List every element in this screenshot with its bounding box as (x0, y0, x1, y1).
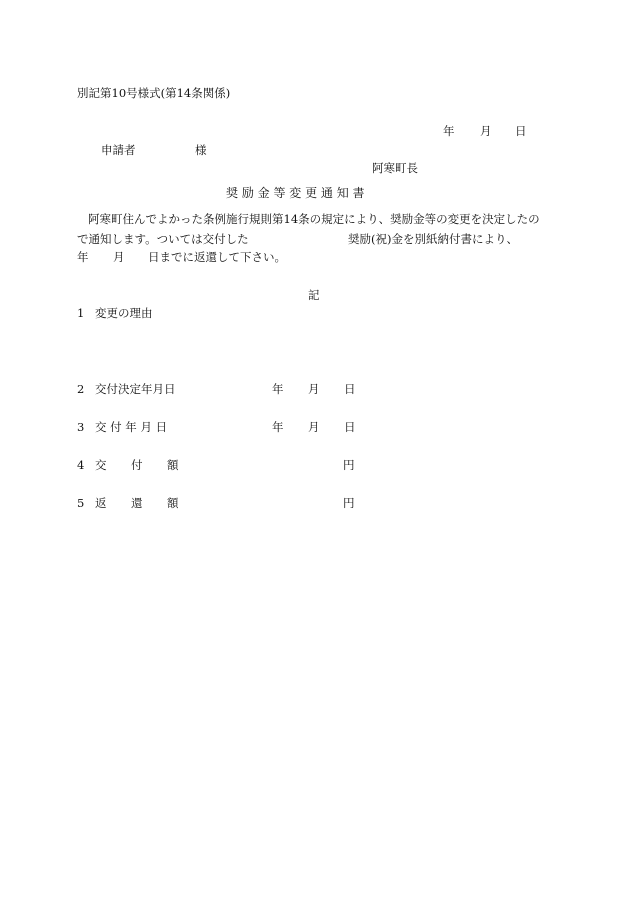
recipient-honorific: 様 (195, 143, 207, 157)
ki-heading: 記 (308, 288, 320, 302)
item-2-day: 日 (344, 382, 356, 396)
item-2-number: 2 (77, 382, 85, 396)
item-2-label: 交付決定年月日 (95, 382, 176, 396)
document-title: 奨 励 金 等 変 更 通 知 書 (226, 186, 365, 200)
issuer-name: 阿寒町長 (372, 161, 418, 175)
body-line-3-year: 年 (77, 250, 89, 264)
item-3-month: 月 (308, 420, 320, 434)
body-line-3-month: 月 (113, 250, 125, 264)
item-3-number: 3 (77, 420, 85, 434)
form-label: 別記第10号様式(第14条関係) (77, 86, 231, 100)
item-5-number: 5 (77, 496, 85, 510)
body-line-3-rest: 日までに返還して下さい。 (148, 250, 286, 264)
date-month: 月 (480, 124, 492, 138)
item-4-unit: 円 (343, 458, 355, 472)
item-5-label-a: 返 (95, 496, 107, 510)
recipient-label: 申請者 (101, 143, 136, 157)
item-3-label: 交 付 年 月 日 (95, 420, 168, 434)
item-4-label-a: 交 (95, 458, 107, 472)
item-4-label-b: 付 (131, 458, 143, 472)
item-1-number: 1 (77, 306, 85, 320)
item-2-year: 年 (272, 382, 284, 396)
date-day: 日 (515, 124, 527, 138)
item-5-unit: 円 (343, 496, 355, 510)
date-year: 年 (443, 124, 455, 138)
body-line-1: 阿寒町住んでよかった条例施行規則第14条の規定により、奨励金等の変更を決定したの (88, 212, 540, 226)
item-3-year: 年 (272, 420, 284, 434)
item-2-month: 月 (308, 382, 320, 396)
item-5-label-b: 還 (131, 496, 143, 510)
body-line-2b: 奨励(祝)金を別紙納付書により、 (348, 232, 518, 246)
body-line-2a: で通知します。ついては交付した (77, 232, 249, 246)
item-3-day: 日 (344, 420, 356, 434)
item-4-label-c: 額 (167, 458, 179, 472)
item-5-label-c: 額 (167, 496, 179, 510)
item-4-number: 4 (77, 458, 85, 472)
item-1-label: 変更の理由 (95, 306, 153, 320)
